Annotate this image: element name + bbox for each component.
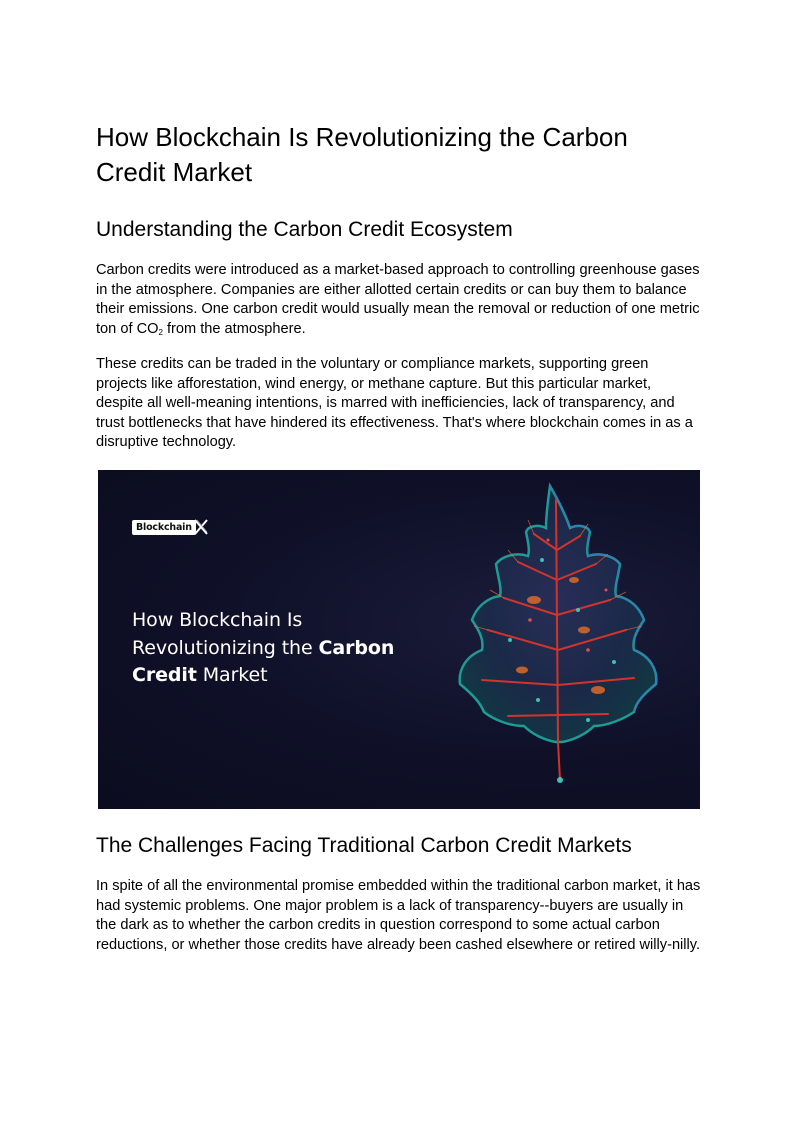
paragraph-challenges-transparency: In spite of all the environmental promise embedded within the traditional carbon market, it has had systemic problems. One major problem is a lack of transparency--buyers are usually in the dark as to whether the carbon credits in question correspond to some actual carbon reductions, or whether those credits have already been cashed elsewhere or retired willy-nilly. bbox=[96, 878, 701, 953]
x-mark-icon bbox=[194, 519, 208, 535]
section-heading-ecosystem: Understanding the Carbon Credit Ecosystem bbox=[96, 218, 513, 241]
section-heading-challenges: The Challenges Facing Traditional Carbon Credit Markets bbox=[96, 834, 632, 857]
paragraph-ecosystem-markets: These credits can be traded in the voluntary or compliance markets, supporting green projects like afforestation, wind energy, or methane capture. But this particular market, despite all well-meaning intentions, is marred with inefficiencies, lack of transparency, and trust bottlenecks that have hindered its effectiveness. That's where blockchain comes in as a disruptive technology. bbox=[96, 356, 693, 450]
leaf-circuit-illustration bbox=[438, 480, 678, 800]
article-banner-image bbox=[98, 470, 700, 809]
banner-title: How Blockchain Is Revolutionizing the Carbon Credit Market bbox=[132, 609, 395, 686]
blockchainx-logo: Blockchain bbox=[132, 518, 208, 536]
paragraph-ecosystem-intro: Carbon credits were introduced as a market-based approach to controlling greenhouse gases in the atmosphere. Companies are either allotted certain credits or can buy them to balance their emissions. One carbon credit would usually mean the removal or reduction of one metric ton of $CO_2$ from the atmosphere. bbox=[96, 262, 700, 337]
page-title: How Blockchain Is Revolutionizing the Carbon Credit Market bbox=[96, 122, 628, 187]
